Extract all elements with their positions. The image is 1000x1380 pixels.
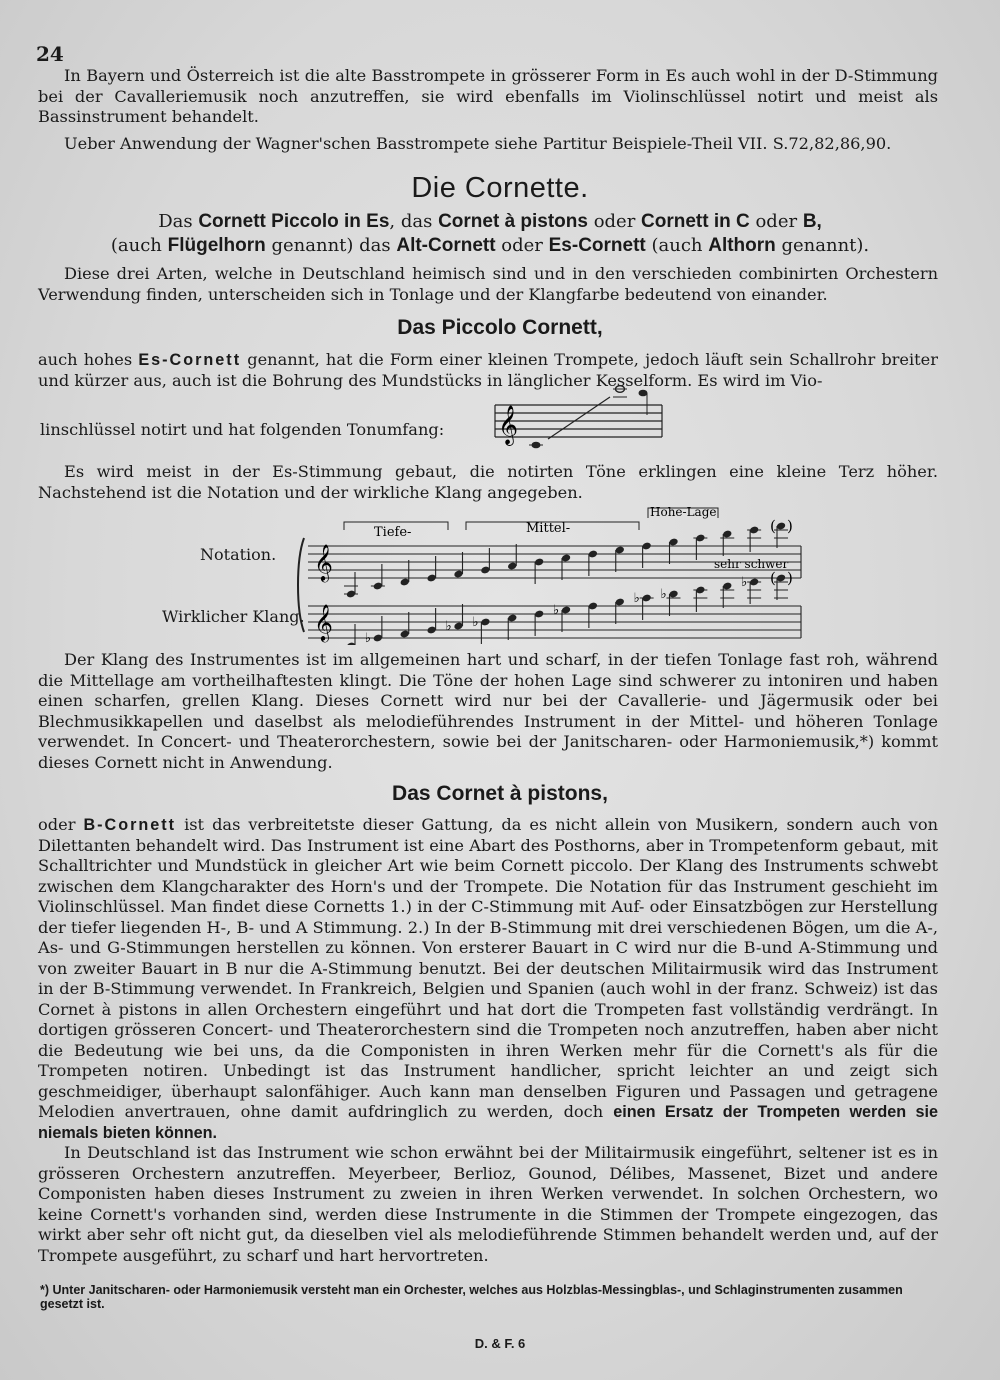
notation-note bbox=[534, 558, 544, 584]
notation-note bbox=[480, 548, 490, 574]
flat-accidental: ♭ bbox=[445, 619, 452, 634]
paragraph-es-stimmung: Es wird meist in der Es-Stimmung gebaut, die notirten Töne erklingen eine kleine Terz höher. Nachstehend ist die Notation und der wirkliche Klang angegeben. bbox=[38, 462, 938, 502]
paragraph-piccolo-description: auch hohes Es-Cornett genannt, hat die Form einer kleinen Trompete, jedoch läuft sein Schallrohr breiter und kürzer aus, auch ist die Bohrung des Mundstücks in länglicher Kesselform. Es wird im Vio- bbox=[38, 350, 938, 390]
real-sound-note bbox=[741, 575, 761, 604]
notation-note bbox=[344, 572, 358, 598]
notation-note bbox=[400, 560, 410, 586]
treble-clef-icon-top: 𝄞 bbox=[314, 543, 333, 581]
flat-accidental: ♭ bbox=[472, 615, 479, 630]
notation-note bbox=[747, 526, 761, 552]
chapter-title: Die Cornette. bbox=[411, 172, 589, 204]
real-sound-note bbox=[693, 586, 707, 612]
intro-block bbox=[38, 66, 938, 154]
notation-note bbox=[588, 550, 598, 576]
paren-open: ( bbox=[770, 517, 776, 535]
real-sound-note bbox=[553, 603, 571, 632]
notation-note bbox=[770, 517, 793, 548]
paren-close: ) bbox=[787, 569, 793, 587]
real-sound-notes bbox=[344, 569, 793, 645]
flat-accidental: ♭ bbox=[741, 575, 748, 590]
range-staff bbox=[490, 385, 670, 455]
real-sound-note bbox=[507, 614, 517, 640]
notation-note bbox=[693, 534, 707, 560]
subtitle-line-1: Das Cornett Piccolo in Es, das Cornet à pistons oder Cornett in C oder B, bbox=[158, 211, 822, 232]
notation-label: Notation. bbox=[200, 545, 277, 564]
real-sound-note bbox=[344, 624, 358, 645]
heading-piccolo-cornett: Das Piccolo Cornett, bbox=[397, 316, 603, 339]
section-cornet-a-pistons-body bbox=[38, 815, 938, 1266]
notation-note bbox=[561, 554, 571, 580]
notation-note bbox=[453, 552, 463, 578]
treble-clef-icon: 𝄞 bbox=[498, 405, 519, 445]
range-note-f3 bbox=[639, 390, 648, 415]
paragraph-b-cornett: oder B-Cornett ist das verbreitetste dieser Gattung, da es nicht allein von Musikern, sondern auch von Dilettanten behandelt wird. Das Instrument ist eine Abart des Posthorns, aber in Trompetenform gebaut, mit Schalltrichter und Mundstück in gleicher Art wie beim Cornett piccolo. Der Klang des Instruments schwebt zwischen dem Klangcharakter des Horn's und der Trompete. Die Notation für das Instrument geschieht im Violinschlüssel. Man findet diese Cornetts 1.) in der C-Stimmung mit Auf- oder Einsatzbögen zur Herstellung der tiefer liegenden H-, B- und A Stimmung. 2.) In der B-Stimmung mit drei verschiedenen Bögen, um die A-, As- und G-Stimmungen herstellen zu können. Von ersterer Bauart in C wird nur die B-und A-Stimmung und von zweiter Bauart in B nur die A-Stimmung benutzt. Bei der deutschen Militairmusik wird das Instrument in der B-Stimmung verwendet. In Frankreich, Belgien und Spanien (auch wohl in der franz. Schweiz) ist das Cornet à pistons in allen Orchestern eingeführt und hat dort die Trompeten fast vollständig verdrängt. In dortigen grösseren Concert- und Theaterorchestern sind die Trompeten noch anzutreffen, haben aber nicht die Bedeutung wie bei uns, da die Componisten in ihren Werken mehr für die Cornett's als für die Trompeten notiren. Unbedingt ist das Instrument handlicher, spricht leichter an und zeigt sich geschmeidiger, überhaupt salonfähiger. Auch kann man denselben Figuren und Passagen und getragene Melodien anvertrauen, ohne damit aufdringlich zu werden, doch einen Ersatz der Trompeten werden sie niemals bieten können. bbox=[38, 815, 939, 1142]
paragraph-three-kinds: Diese drei Arten, welche in Deutschland heimisch sind und in den verschieden combinirten Orchestern Verwendung finden, unterscheiden sich in Tonlage und der Klangfarbe bedeutend von einander. bbox=[38, 264, 938, 304]
treble-clef-icon-bottom: 𝄞 bbox=[314, 603, 333, 641]
real-sound-note bbox=[534, 610, 544, 636]
intro-paragraph-bass-trumpet: In Bayern und Österreich ist die alte Basstrompete in grösserer Form in Es auch wohl in der D-Stimmung bei der Cavalleriemusik noch anzutreffen, sie wird ebenfalls im Violinschlüssel notirt und meist als Bassinstrument behandelt. bbox=[38, 66, 938, 126]
real-sound-note bbox=[720, 582, 734, 608]
range-intro-line: linschlüssel notirt und hat folgenden Tonumfang: bbox=[40, 420, 445, 439]
notation-note bbox=[615, 546, 625, 572]
notation-note bbox=[720, 530, 734, 556]
intro-paragraph-wagner: Ueber Anwendung der Wagner'schen Basstrompete siehe Partitur Beispiele-Theil VII. S.72,82,86,90. bbox=[64, 133, 892, 153]
flat-accidental: ♭ bbox=[364, 631, 372, 645]
very-hard-label: sehr schwer bbox=[714, 557, 789, 571]
footnote: *) Unter Janitscharen- oder Harmoniemusik versteht man ein Orchester, welches aus Holzblas-Messingblas-, und Schlaginstrumenten zusammen gesetzt ist. bbox=[40, 1283, 903, 1311]
paren-close: ) bbox=[787, 517, 793, 535]
real-sound-note bbox=[588, 602, 598, 628]
real-sound-label: Wirklicher Klang. bbox=[162, 607, 305, 626]
real-sound-note bbox=[770, 569, 793, 600]
real-sound-note bbox=[400, 612, 410, 638]
notation-example-score bbox=[296, 500, 816, 645]
flat-accidental: ♭ bbox=[553, 603, 560, 618]
notation-note bbox=[507, 544, 517, 570]
notation-note bbox=[371, 564, 385, 590]
paragraph-klang: Der Klang des Instrumentes ist im allgemeinen hart und scharf, in der tiefen Tonlage fast roh, während die Mittellage am vortheilhaftesten klingt. Die Töne der hohen Lage sind schwerer zu intoniren und haben einen scharfen, grellen Klang. Dieses Cornett wird nur bei der Cavallerie- und Jägermusik oder bei Blechmusikkapellen und daselbst als melodieführendes Instrument in der Mittel- und höheren Tonlage verwendet. In Concert- und Theaterorchestern, sowie bei der Janitscharen- oder Harmoniemusik,*) kommt dieses Cornett nicht in Anwendung. bbox=[38, 650, 938, 772]
paren-open: ( bbox=[770, 569, 776, 587]
register-mid-label: Mittel- bbox=[526, 521, 571, 536]
register-low-label: Tiefe- bbox=[374, 525, 412, 540]
page-number: 24 bbox=[36, 42, 64, 66]
paragraph-deutschland: In Deutschland ist das Instrument wie schon erwähnt bei der Militairmusik eingeführt, seltener ist es in grösseren Orchestern anzutreffen. Meyerbeer, Berlioz, Gounod, Délibes, Massenet, Bizet und andere Componisten haben dieses Instrument zu zweien in ihren Werken verwendet. In solchen Orchestern, wo keine Cornett's vorhanden sind, werden diese Instrumente in die Stimmen der Trompete eingezogen, das wirkt aber sehr oft nicht gut, da dieselben viel als melodieführende Stimmen behandelt werden und, auf der Trompete ausgeführt, zu scharf und hart hervortreten. bbox=[38, 1143, 938, 1265]
notation-note bbox=[426, 556, 436, 582]
real-sound-note bbox=[615, 598, 625, 624]
range-note-c3 bbox=[613, 386, 627, 397]
notation-note bbox=[668, 538, 678, 564]
range-note-low bbox=[529, 442, 543, 449]
range-slur-line bbox=[548, 397, 610, 439]
heading-cornet-a-pistons: Das Cornet à pistons, bbox=[392, 782, 608, 805]
real-sound-note bbox=[661, 587, 681, 616]
subtitle-line-2: (auch Flügelhorn genannt) das Alt-Cornett oder Es-Cornett (auch Althorn genannt). bbox=[110, 235, 870, 256]
flat-accidental: ♭ bbox=[633, 591, 640, 606]
register-high-label: Hohe-Lage bbox=[650, 505, 717, 519]
plate-code: D. & F. 6 bbox=[474, 1336, 526, 1351]
flat-accidental: ♭ bbox=[660, 587, 667, 602]
real-sound-note bbox=[426, 608, 436, 634]
chapter-subtitle bbox=[40, 210, 940, 258]
system-brace bbox=[298, 538, 304, 632]
notation-note bbox=[641, 542, 651, 568]
